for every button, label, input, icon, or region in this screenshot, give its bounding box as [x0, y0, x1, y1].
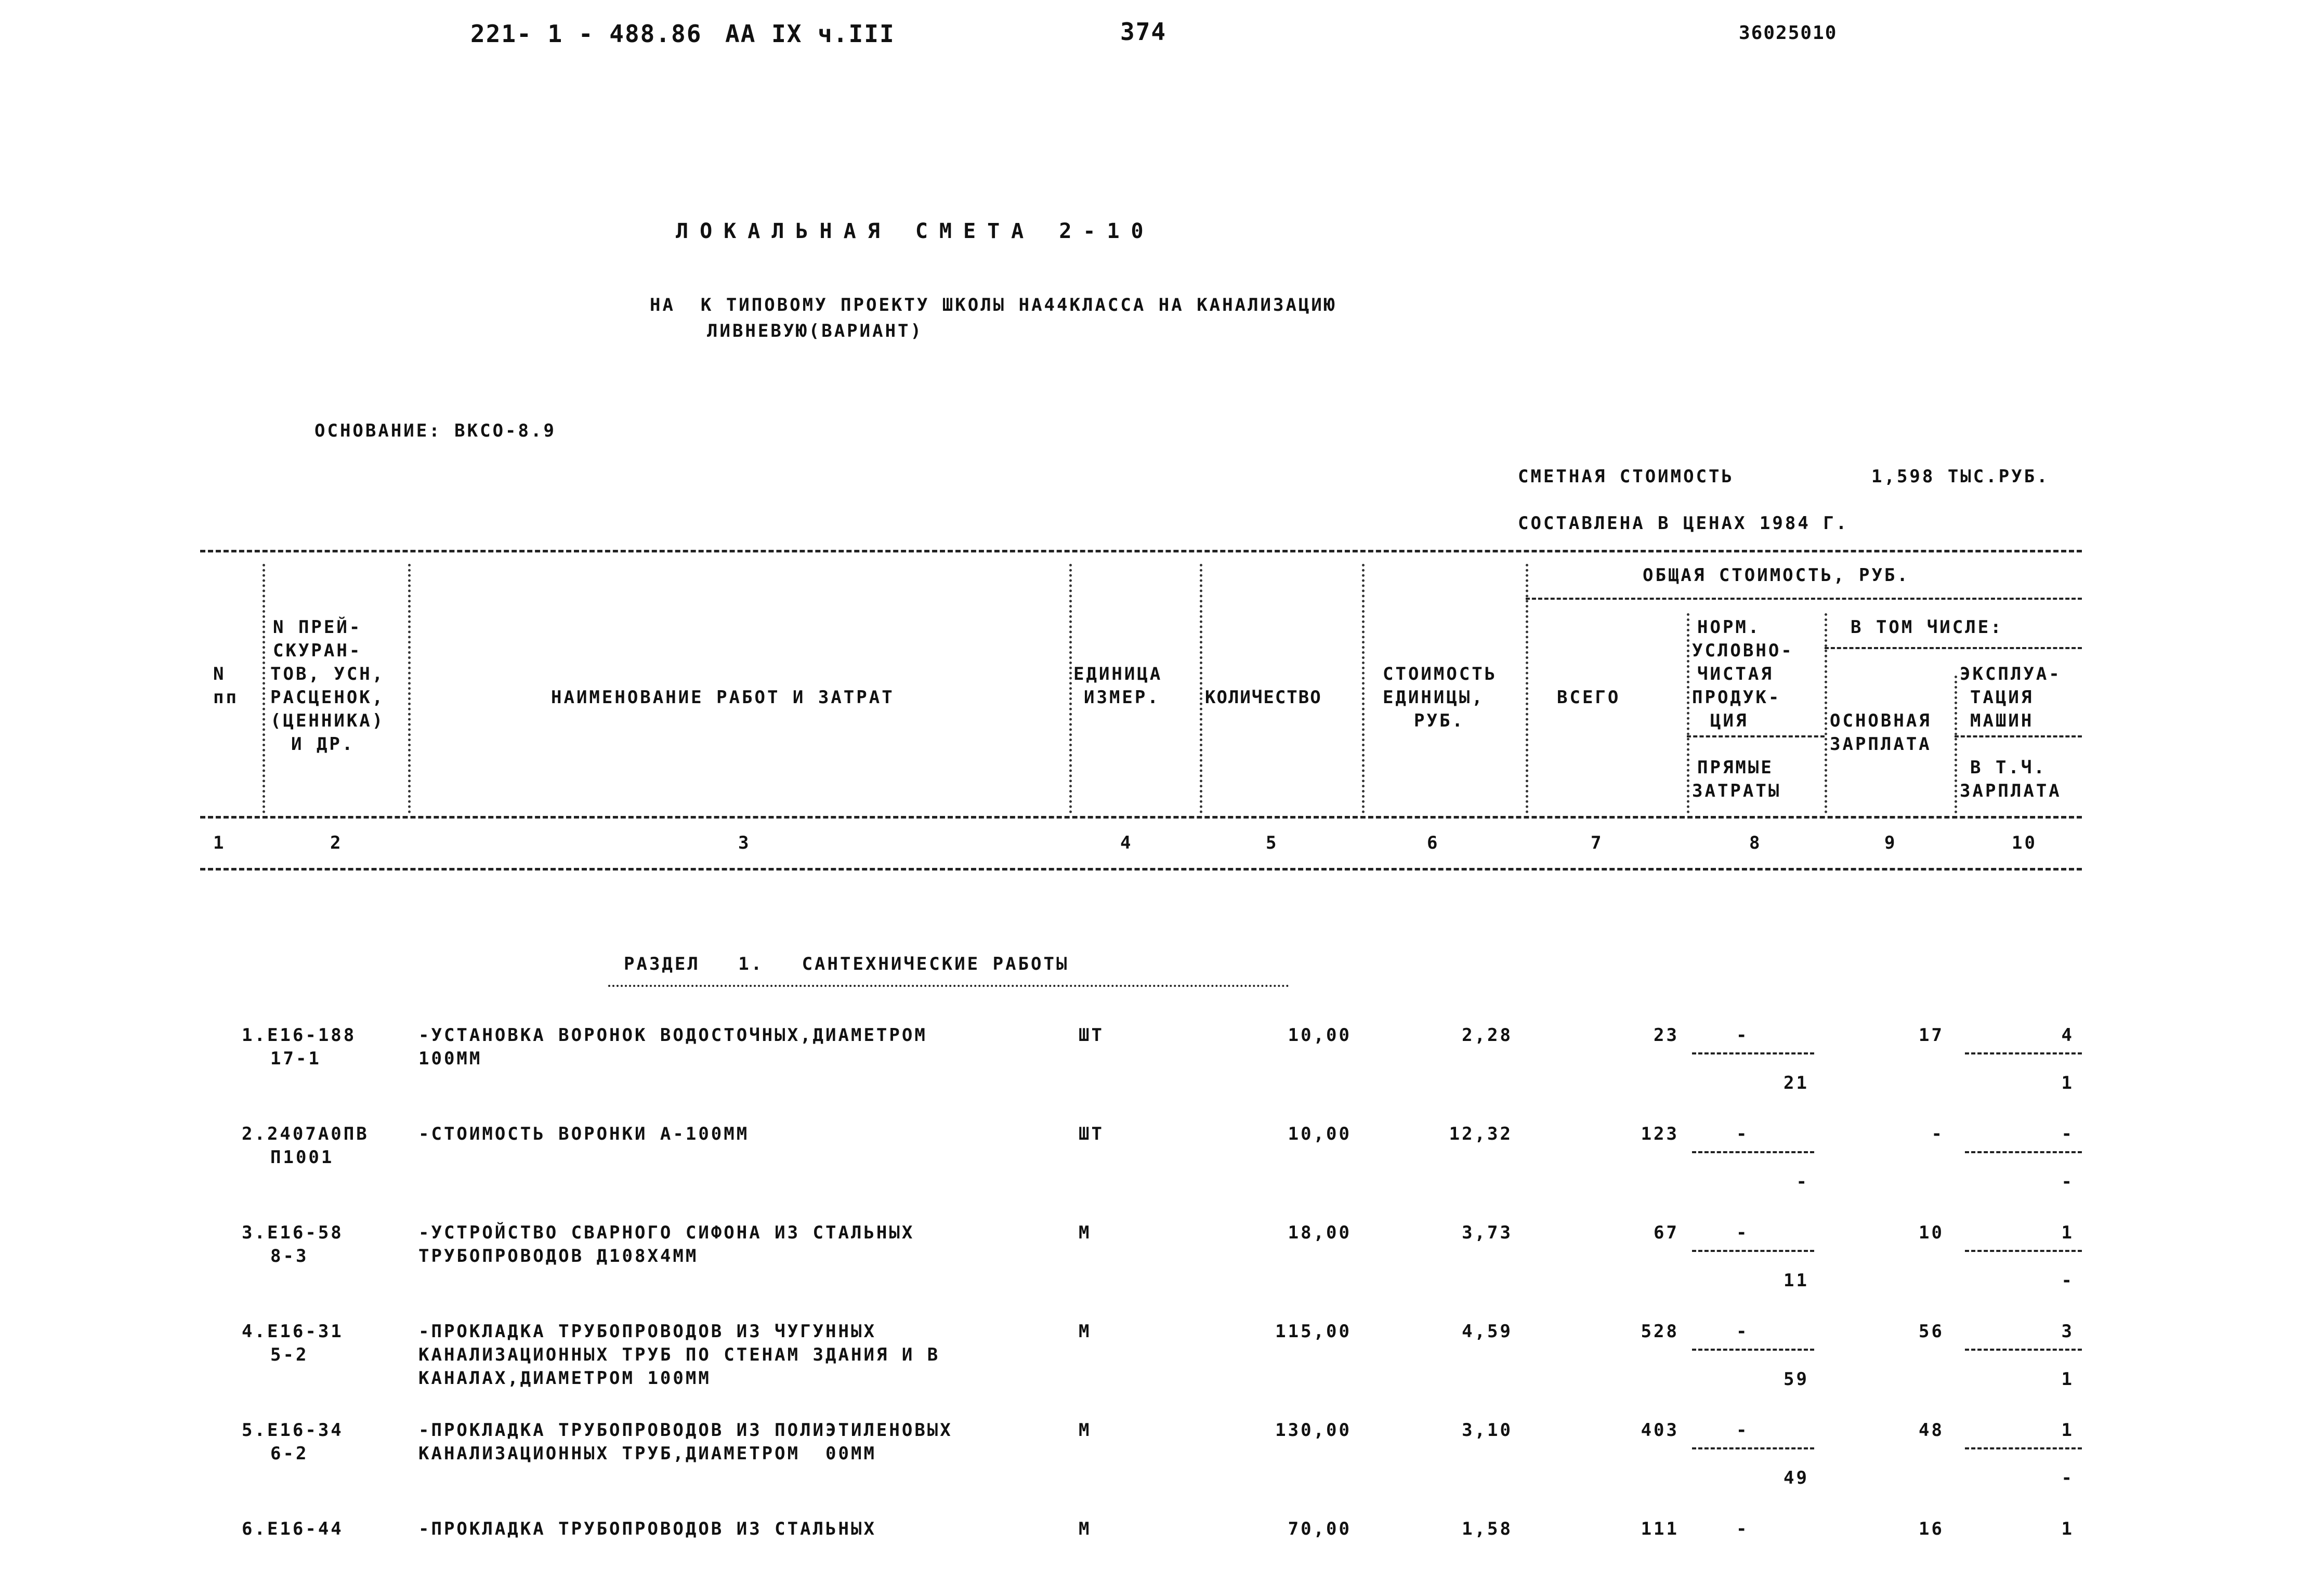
row-unit: ШТ	[1079, 1025, 1104, 1046]
row-code: 4.Е16-31	[242, 1321, 344, 1342]
row-code: 6.Е16-44	[242, 1519, 344, 1539]
section-underline	[608, 985, 1289, 987]
hdr-col2-line2: СКУРАН-	[273, 640, 362, 661]
row-unit: М	[1079, 1222, 1092, 1243]
row-unit: ШТ	[1079, 1124, 1104, 1144]
hdr-col2-line6: И ДР.	[291, 734, 355, 755]
document-title: ЛОКАЛЬНАЯ СМЕТА 2-10	[676, 219, 1155, 243]
table-numbers-bottom-rule	[200, 868, 2082, 870]
row-unit: М	[1079, 1420, 1092, 1441]
hdr-col2-line3: ТОВ, УСН,	[270, 664, 385, 684]
hdr-col1-line2: пп	[213, 687, 239, 708]
row-col10-fraction-rule	[1965, 1250, 2082, 1252]
hdr-col8-line1: НОРМ.	[1697, 617, 1761, 638]
row-col8-bottom: -	[1796, 1171, 1809, 1192]
hdr-col8-line5: ЦИЯ	[1710, 710, 1749, 731]
row-code-sub: 8-3	[270, 1246, 309, 1267]
row-col8-fraction-rule	[1692, 1052, 1814, 1054]
hdr-col10-line2: ТАЦИЯ	[1970, 687, 2034, 708]
row-col10-fraction-rule	[1965, 1052, 2082, 1054]
row-col8-top: -	[1736, 1420, 1749, 1441]
hdr-col8-line4: ПРОДУК-	[1692, 687, 1781, 708]
document-code: 221- 1 - 488.86	[470, 20, 702, 48]
hdr-col5: КОЛИЧЕСТВО	[1205, 687, 1322, 708]
price-level-note: СОСТАВЛЕНА В ЦЕНАХ 1984 Г.	[1518, 513, 1849, 534]
col8-split-rule	[1687, 735, 1825, 737]
col-sep-5	[1362, 564, 1365, 813]
row-quantity: 10,00	[1288, 1124, 1352, 1144]
colnum-5: 5	[1266, 833, 1279, 853]
row-total: 123	[1641, 1124, 1679, 1144]
row-col8-top: -	[1736, 1025, 1749, 1046]
hdr-col10-line4: В Т.Ч.	[1970, 757, 2047, 778]
col10-split-rule	[1955, 735, 2082, 737]
row-name-line: -ПРОКЛАДКА ТРУБОПРОВОДОВ ИЗ СТАЛЬНЫХ	[418, 1519, 876, 1539]
hdr-col2-line4: РАСЦЕНОК,	[270, 687, 385, 708]
estimate-cost-value: 1,598 ТЫС.РУБ.	[1871, 466, 2050, 487]
row-col10-fraction-rule	[1965, 1447, 2082, 1449]
col-sep-2	[408, 564, 411, 813]
row-code: 2.2407А0ПВ	[242, 1124, 369, 1144]
row-total: 528	[1641, 1321, 1679, 1342]
row-col10-bottom: 1	[2061, 1073, 2074, 1093]
row-col10-bottom: -	[2061, 1270, 2074, 1291]
row-col10-bottom: 1	[2061, 1369, 2074, 1390]
row-quantity: 130,00	[1275, 1420, 1352, 1441]
col-sep-6	[1526, 564, 1528, 813]
row-col8-top: -	[1736, 1519, 1749, 1539]
colnum-9: 9	[1884, 833, 1897, 853]
row-unit-price: 2,28	[1462, 1025, 1513, 1046]
row-name-line: -УСТАНОВКА ВОРОНОК ВОДОСТОЧНЫХ,ДИАМЕТРОМ	[418, 1025, 927, 1046]
hdr-col7: ВСЕГО	[1557, 687, 1621, 708]
row-code: 5.Е16-34	[242, 1420, 344, 1441]
hdr-col9-line1: ОСНОВНАЯ	[1830, 710, 1932, 731]
row-name-line: 100ММ	[418, 1048, 482, 1069]
hdr-col4-line2: ИЗМЕР.	[1084, 687, 1160, 708]
section-title: РАЗДЕЛ 1. САНТЕХНИЧЕСКИЕ РАБОТЫ	[624, 954, 1069, 974]
table-header-bottom-rule	[200, 816, 2082, 819]
row-total: 67	[1654, 1222, 1679, 1243]
hdr-total-cost-group: ОБЩАЯ СТОИМОСТЬ, РУБ.	[1643, 565, 1910, 586]
row-col10-top: 1	[2061, 1519, 2074, 1539]
hdr-col6-line3: РУБ.	[1414, 710, 1465, 731]
row-col8-fraction-rule	[1692, 1349, 1814, 1351]
row-col8-fraction-rule	[1692, 1151, 1814, 1153]
colnum-3: 3	[738, 833, 751, 853]
row-name-line: -СТОИМОСТЬ ВОРОНКИ А-100ММ	[418, 1124, 750, 1144]
col-sep-3	[1069, 564, 1072, 813]
row-col8-bottom: 21	[1784, 1073, 1809, 1093]
subtitle-line-1: НА К ТИПОВОМУ ПРОЕКТУ ШКОЛЫ НА44КЛАССА НА КАНАЛИЗАЦИЮ	[650, 295, 1337, 315]
colnum-2: 2	[330, 833, 343, 853]
album-reference: АА IX ч.III	[725, 20, 895, 48]
row-col10-top: 1	[2061, 1222, 2074, 1243]
row-name-line: -ПРОКЛАДКА ТРУБОПРОВОДОВ ИЗ ЧУГУННЫХ	[418, 1321, 876, 1342]
col-sep-9	[1955, 676, 1957, 813]
row-col9: 16	[1919, 1519, 1944, 1539]
row-col8-fraction-rule	[1692, 1447, 1814, 1449]
row-unit-price: 4,59	[1462, 1321, 1513, 1342]
inventory-number: 36025010	[1739, 22, 1838, 44]
estimate-cost-label: СМЕТНАЯ СТОИМОСТЬ	[1518, 466, 1734, 487]
row-code-sub: П1001	[270, 1147, 334, 1168]
row-quantity: 115,00	[1275, 1321, 1352, 1342]
row-col9: 10	[1919, 1222, 1944, 1243]
col-sep-4	[1200, 564, 1202, 813]
hdr-col3: НАИМЕНОВАНИЕ РАБОТ И ЗАТРАТ	[551, 687, 895, 708]
colnum-10: 10	[2012, 833, 2037, 853]
col-sep-8	[1825, 613, 1827, 813]
basis-line: ОСНОВАНИЕ: ВКСО-8.9	[314, 420, 556, 441]
row-code-sub: 17-1	[270, 1048, 321, 1069]
row-col9: 56	[1919, 1321, 1944, 1342]
hdr-col2-line1: N ПРЕЙ-	[273, 617, 362, 638]
row-col8-bottom: 11	[1784, 1270, 1809, 1291]
row-code-sub: 5-2	[270, 1344, 309, 1365]
row-quantity: 18,00	[1288, 1222, 1352, 1243]
row-total: 111	[1641, 1519, 1679, 1539]
row-unit-price: 1,58	[1462, 1519, 1513, 1539]
group-header-rule	[1526, 598, 2082, 600]
hdr-col8-line6: ПРЯМЫЕ	[1697, 757, 1774, 778]
row-col10-top: 4	[2061, 1025, 2074, 1046]
col-sep-1	[263, 564, 265, 813]
row-col10-fraction-rule	[1965, 1349, 2082, 1351]
row-unit-price: 3,73	[1462, 1222, 1513, 1243]
row-col8-top: -	[1736, 1222, 1749, 1243]
row-col8-fraction-rule	[1692, 1250, 1814, 1252]
row-col8-bottom: 49	[1784, 1468, 1809, 1488]
row-col8-top: -	[1736, 1124, 1749, 1144]
row-code-sub: 6-2	[270, 1443, 309, 1464]
row-name-line: КАНАЛАХ,ДИАМЕТРОМ 100ММ	[418, 1368, 711, 1389]
colnum-4: 4	[1120, 833, 1133, 853]
row-name-line: КАНАЛИЗАЦИОННЫХ ТРУБ ПО СТЕНАМ ЗДАНИЯ И В	[418, 1344, 940, 1365]
row-col10-bottom: -	[2061, 1171, 2074, 1192]
row-col9: 17	[1919, 1025, 1944, 1046]
row-col8-top: -	[1736, 1321, 1749, 1342]
colnum-1: 1	[213, 833, 226, 853]
row-col10-top: 3	[2061, 1321, 2074, 1342]
row-col10-top: -	[2061, 1124, 2074, 1144]
row-col9: -	[1931, 1124, 1944, 1144]
col-sep-7	[1687, 613, 1689, 813]
hdr-col2-line5: (ЦЕННИКА)	[270, 710, 385, 731]
page-number: 374	[1120, 18, 1167, 46]
row-code: 3.Е16-58	[242, 1222, 344, 1243]
row-col10-fraction-rule	[1965, 1151, 2082, 1153]
row-col10-top: 1	[2061, 1420, 2074, 1441]
row-unit: М	[1079, 1519, 1092, 1539]
hdr-col6-line2: ЕДИНИЦЫ,	[1383, 687, 1485, 708]
row-name-line: -УСТРОЙСТВО СВАРНОГО СИФОНА ИЗ СТАЛЬНЫХ	[418, 1222, 915, 1243]
colnum-8: 8	[1749, 833, 1762, 853]
row-quantity: 10,00	[1288, 1025, 1352, 1046]
hdr-col1-line1: N	[213, 664, 226, 684]
hdr-col8-line7: ЗАТРАТЫ	[1692, 781, 1781, 801]
row-unit-price: 12,32	[1449, 1124, 1513, 1144]
hdr-col10-line3: МАШИН	[1970, 710, 2034, 731]
colnum-6: 6	[1427, 833, 1440, 853]
hdr-col8-line2: УСЛОВНО-	[1692, 640, 1794, 661]
row-col10-bottom: -	[2061, 1468, 2074, 1488]
row-name-line: КАНАЛИЗАЦИОННЫХ ТРУБ,ДИАМЕТРОМ 00ММ	[418, 1443, 876, 1464]
row-total: 403	[1641, 1420, 1679, 1441]
hdr-col10-line1: ЭКСПЛУА-	[1960, 664, 2062, 684]
table-top-rule	[200, 550, 2082, 552]
row-code: 1.Е16-188	[242, 1025, 357, 1046]
colnum-7: 7	[1591, 833, 1604, 853]
row-total: 23	[1654, 1025, 1679, 1046]
hdr-including: В ТОМ ЧИСЛЕ:	[1851, 617, 2003, 638]
hdr-col9-line2: ЗАРПЛАТА	[1830, 734, 1932, 755]
row-col9: 48	[1919, 1420, 1944, 1441]
row-unit-price: 3,10	[1462, 1420, 1513, 1441]
row-unit: М	[1079, 1321, 1092, 1342]
hdr-col6-line1: СТОИМОСТЬ	[1383, 664, 1498, 684]
row-name-line: ТРУБОПРОВОДОВ Д108Х4ММ	[418, 1246, 699, 1267]
hdr-col10-line5: ЗАРПЛАТА	[1960, 781, 2062, 801]
incl-rule	[1825, 647, 2082, 649]
hdr-col4-line1: ЕДИНИЦА	[1073, 664, 1163, 684]
row-col8-bottom: 59	[1784, 1369, 1809, 1390]
subtitle-line-2: ЛИВНЕВУЮ(ВАРИАНТ)	[707, 321, 923, 341]
row-quantity: 70,00	[1288, 1519, 1352, 1539]
hdr-col8-line3: ЧИСТАЯ	[1697, 664, 1774, 684]
row-name-line: -ПРОКЛАДКА ТРУБОПРОВОДОВ ИЗ ПОЛИЭТИЛЕНОВЫХ	[418, 1420, 953, 1441]
